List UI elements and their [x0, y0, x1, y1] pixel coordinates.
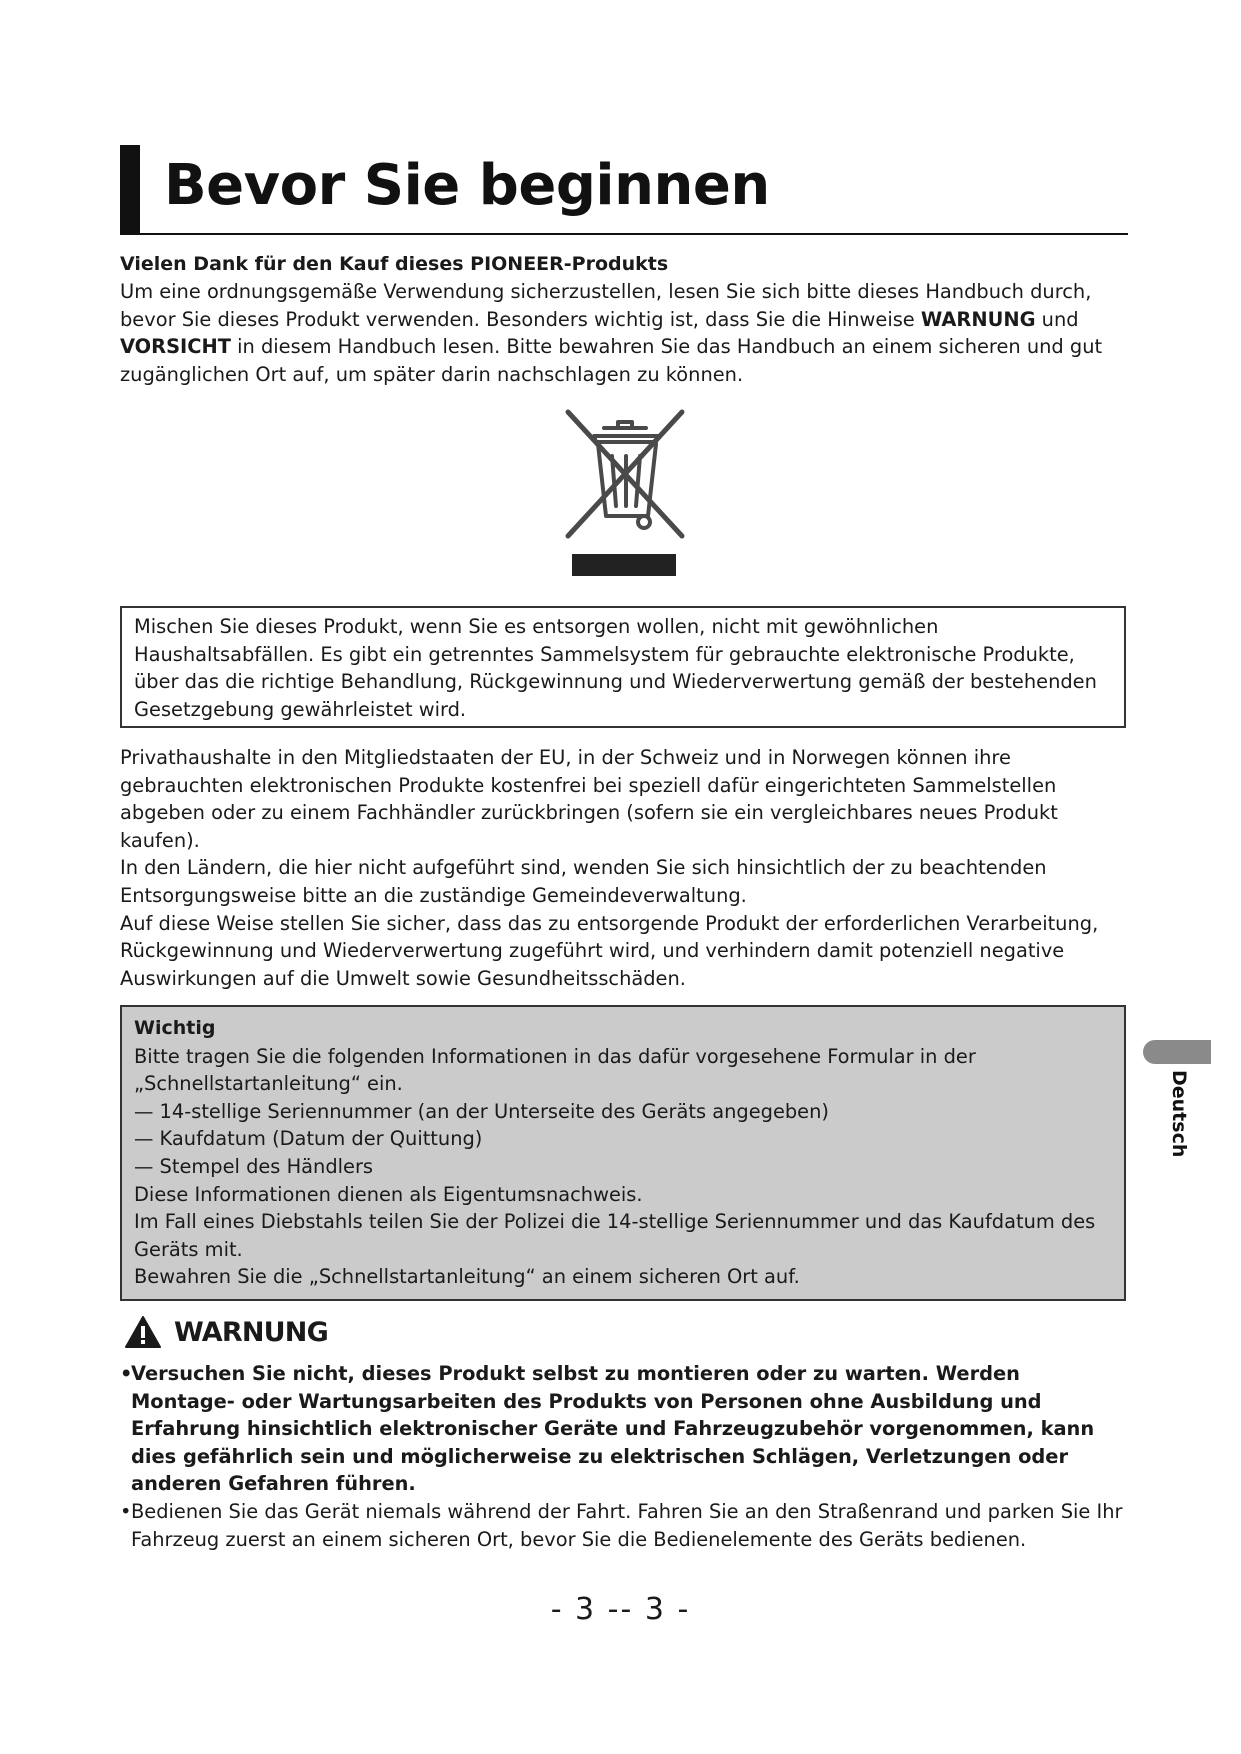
disposal-notice-box: Mischen Sie dieses Produkt, wenn Sie es entsorgen wollen, nicht mit gewöhnlichen Haushaltsabfällen. Es gibt ein getrenntes Sammelsystem für gebrauchte elektronische Produkte, über das die richtige Behandlung, Rückgewinnung und Wiederverwertung gemäß der bestehenden Gesetzgebung gewährleistet wird. [120, 606, 1126, 728]
vorsicht-keyword: VORSICHT [120, 335, 231, 359]
important-title: Wichtig [134, 1017, 216, 1039]
important-line: — Kaufdatum (Datum der Quittung) [134, 1127, 483, 1151]
page-title-block [120, 145, 1128, 235]
title-accent-bar [120, 145, 140, 233]
important-line: Bitte tragen Sie die folgenden Informationen in das dafür vorgesehene Formular in der „Schnellstartanleitung“ ein. [134, 1044, 976, 1096]
body-paragraph-1: Privathaushalte in den Mitgliedstaaten der EU, in der Schweiz und in Norwegen können ihre gebrauchten elektronischen Produkte kostenfrei bei speziell dafür eingerichteten Sammelstellen abgeben oder zu einem Fachhändler zurückbringen (sofern sie ein vergleichbares neues Produkt kaufen). [120, 746, 1058, 852]
warnung-keyword: WARNUNG [920, 307, 1036, 331]
important-line: Im Fall eines Diebstahls teilen Sie der Polizei die 14-stellige Seriennummer und das Kaufdatum des Geräts mit. [134, 1210, 1096, 1261]
language-label: Deutsch [1168, 1070, 1190, 1158]
important-line: Bewahren Sie die „Schnellstartanleitung“ an einem sicheren Ort auf. [134, 1265, 800, 1289]
body-paragraph-2: In den Ländern, die hier nicht aufgeführt sind, wenden Sie sich hinsichtlich der zu beachtenden Entsorgungsweise bitte an die zuständige Gemeindeverwaltung. [120, 856, 1047, 907]
language-tab [1143, 1040, 1211, 1064]
list-item: • Versuchen Sie nicht, dieses Produkt selbst zu montieren oder zu warten. Werden Montage- oder Wartungsarbeiten des Produkts von Personen ohne Ausbildung und Erfahrung hinsichtlich elektronischer Geräte und Fahrzeugzubehör vorgenommen, kann dies gefährlich sein und möglicherweise zu elektrischen Schlägen, Verletzungen oder anderen Gefahren führen. [120, 1362, 1095, 1496]
intro-paragraph: Um eine ordnungsgemäße Verwendung sicherzustellen, lesen Sie sich bitte dieses Handbuch durch, bevor Sie dieses Produkt verwenden. Besonders wichtig ist, dass Sie die Hinweise WARNUNG und VORSICHT in diesem Handbuch lesen. Bitte bewahren Sie das Handbuch an einem sicheren und gut zugänglichen Ort auf, um später darin nachschlagen zu können. [120, 280, 1103, 386]
list-item: • Bedienen Sie das Gerät niemals während der Fahrt. Fahren Sie an den Straßenrand und parken Sie Ihr Fahrzeug zuerst an einem sicheren Ort, bevor Sie die Bedienelemente des Geräts bedienen. [120, 1499, 1123, 1551]
important-line: — Stempel des Händlers [134, 1154, 374, 1178]
warning-label: WARNUNG [174, 1317, 328, 1348]
bullet-dot: • [120, 1362, 133, 1385]
warning-triangle-icon [124, 1315, 162, 1349]
important-box [120, 1005, 1126, 1301]
page-number: - 3 -- 3 - [550, 1592, 691, 1627]
body-paragraph-3: Auf diese Weise stellen Sie sicher, dass das zu entsorgende Produkt der erforderlichen Verarbeitung, Rückgewinnung und Wiederverwertung zugeführt wird, und verhindern damit potenziell negative Auswirkungen auf die Umwelt sowie Gesundheitsschäden. [120, 911, 1099, 990]
important-line: — 14-stellige Seriennummer (an der Unterseite des Geräts angegeben) [134, 1099, 829, 1123]
title-underline [120, 233, 1128, 235]
crossed-out-wheelie-bin-icon [560, 398, 690, 578]
intro-heading: Vielen Dank für den Kauf dieses PIONEER-Produkts [120, 253, 669, 275]
disposal-body [120, 744, 1130, 992]
bullet-dot: • [120, 1499, 132, 1523]
important-line: Diese Informationen dienen als Eigentumsnachweis. [134, 1182, 643, 1206]
warning-list [120, 1360, 1130, 1553]
page-title: Bevor Sie beginnen [164, 153, 770, 218]
